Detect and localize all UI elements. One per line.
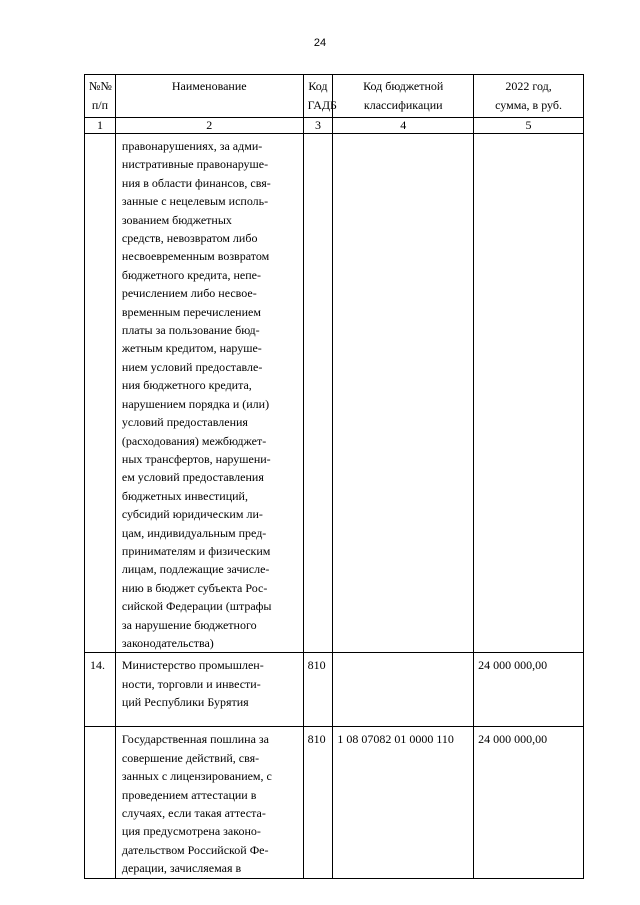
row-name-line: зованием бюджетных (121, 212, 232, 227)
budget-revenue-table (84, 74, 584, 879)
row-name-line: несвоевременным возвратом (121, 249, 270, 264)
row-code: 810 (303, 653, 333, 727)
row-name-line: нию в бюджет субъекта Рос- (121, 580, 268, 595)
row-name-line: условий предоставления (121, 415, 248, 430)
column-number: 3 (303, 118, 333, 134)
row-name-line: бюджетных инвестиций, (121, 488, 248, 503)
row-name-line: Государственная пошлина за (121, 732, 269, 747)
row-number (85, 727, 116, 878)
row-name-line: субсидий юридическим ли- (121, 507, 263, 522)
table-row (85, 653, 584, 727)
row-name-line: ций Республики Бурятия (121, 695, 249, 710)
row-sum: 24 000 000,00 (474, 653, 584, 727)
row-kbk (333, 653, 474, 727)
table-header-row (85, 75, 584, 118)
column-number: 1 (85, 118, 116, 134)
row-name-line: занные с нецелевым исполь- (121, 194, 269, 209)
table-row (85, 134, 584, 653)
row-name-line: нием условий предоставле- (121, 359, 263, 374)
header-code (303, 75, 337, 118)
column-number-row (85, 118, 584, 134)
row-sum: 24 000 000,00 (474, 727, 584, 878)
header-kbk-line1: Код бюджетной (363, 79, 444, 93)
row-name-line: Министерство промышлен- (121, 658, 264, 673)
row-number: 14. (85, 653, 116, 727)
header-code-line1: Код (308, 79, 328, 93)
row-name-line: бюджетного кредита, непе- (121, 267, 261, 282)
row-number (85, 134, 116, 653)
row-name-line: законодательства) (121, 635, 214, 650)
header-sum-line2: сумма, в руб. (495, 98, 562, 112)
row-kbk: 1 08 07082 01 0000 110 (333, 727, 474, 878)
header-no-line1: №№ (89, 79, 112, 93)
row-name-line: проведением аттестации в (121, 787, 257, 802)
row-sum (474, 134, 584, 653)
row-name-line: средств, невозвратом либо (121, 231, 258, 246)
header-kbk-line2: классификации (363, 98, 443, 112)
column-number: 4 (333, 118, 474, 134)
column-number: 2 (115, 118, 303, 134)
row-name-line: нистративные правонаруше- (121, 157, 269, 172)
row-name-line: совершение действий, свя- (121, 750, 260, 765)
table-row (85, 727, 584, 878)
header-name (115, 75, 303, 118)
row-name-line: цам, индивидуальным пред- (121, 525, 267, 540)
column-number: 5 (474, 118, 584, 134)
header-sum-line1: 2022 год, (505, 79, 552, 93)
row-name (115, 134, 303, 653)
row-name-line: лицам, подлежащие зачисле- (121, 562, 270, 577)
row-name-line: дательством Российской Фе- (121, 842, 269, 857)
row-name-line: временным перечислением (121, 304, 261, 319)
row-name-line: жетным кредитом, наруше- (121, 341, 262, 356)
row-name-line: нарушением порядка и (или) (121, 396, 270, 411)
row-name-line: ных трансфертов, нарушени- (121, 451, 271, 466)
row-kbk (333, 134, 474, 653)
row-name-line: за нарушение бюджетного (121, 617, 257, 632)
row-name-line: занных с лицензированием, с (121, 769, 272, 784)
row-code (303, 134, 333, 653)
row-name-line: ция предусмотрена законо- (121, 824, 261, 839)
row-name-line: платы за пользование бюд- (121, 323, 260, 338)
row-name-line: дерации, зачисляемая в (121, 861, 242, 876)
row-code: 810 (303, 727, 333, 878)
row-name-line: (расходования) межбюджет- (121, 433, 267, 448)
header-no-line2: п/п (91, 98, 109, 112)
row-name-line: случаях, если такая аттеста- (121, 806, 266, 820)
header-code-line2: ГАДБ (307, 98, 337, 112)
header-no (85, 75, 116, 118)
row-name-line: ности, торговли и инвести- (121, 676, 261, 691)
header-sum (474, 75, 584, 118)
row-name-line: принимателям и физическим (121, 543, 271, 558)
header-name-text: Наименование (171, 79, 247, 93)
row-name-line: ем условий предоставления (121, 470, 264, 485)
header-kbk (333, 75, 474, 118)
page-number: 24 (313, 37, 327, 49)
row-name (115, 653, 303, 727)
row-name-line: сийской Федерации (штрафы (121, 599, 272, 614)
row-name-line: речислением либо несвое- (121, 286, 257, 301)
row-name-line: правонарушениях, за адми- (121, 139, 263, 153)
row-name (115, 727, 303, 878)
row-name-line: ния бюджетного кредита, (121, 378, 252, 393)
row-name-line: ния в области финансов, свя- (121, 175, 271, 190)
